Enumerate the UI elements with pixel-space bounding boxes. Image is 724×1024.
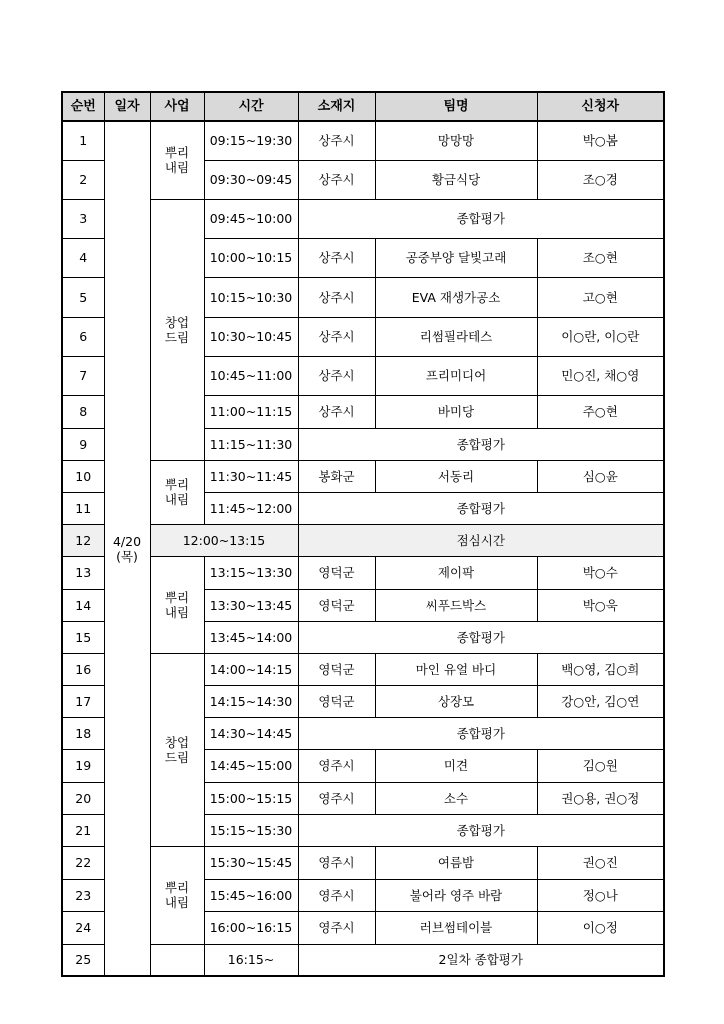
evaluation-cell: 종합평가 bbox=[298, 814, 664, 846]
applicant-cell: 조○경 bbox=[537, 160, 664, 199]
team-cell: 제이팍 bbox=[375, 556, 537, 589]
header-no: 순번 bbox=[62, 92, 104, 121]
time-cell: 09:15~19:30 bbox=[204, 121, 298, 160]
team-cell: 씨푸드박스 bbox=[375, 589, 537, 621]
time-cell: 11:15~11:30 bbox=[204, 428, 298, 460]
applicant-cell: 권○용, 권○정 bbox=[537, 782, 664, 814]
time-cell: 10:45~11:00 bbox=[204, 356, 298, 395]
location-cell: 영주시 bbox=[298, 782, 375, 814]
row-no: 10 bbox=[62, 460, 104, 492]
row-no: 25 bbox=[62, 944, 104, 976]
date-text: 4/20 (목) bbox=[112, 533, 142, 564]
team-cell: 프리미디어 bbox=[375, 356, 537, 395]
time-cell: 15:00~15:15 bbox=[204, 782, 298, 814]
row-no: 11 bbox=[62, 492, 104, 524]
location-cell: 영덕군 bbox=[298, 589, 375, 621]
location-cell: 영덕군 bbox=[298, 556, 375, 589]
location-cell: 상주시 bbox=[298, 277, 375, 317]
time-cell: 10:30~10:45 bbox=[204, 317, 298, 356]
evaluation-cell: 종합평가 bbox=[298, 199, 664, 238]
header-location: 소재지 bbox=[298, 92, 375, 121]
team-cell: 리썸필라테스 bbox=[375, 317, 537, 356]
row-no: 6 bbox=[62, 317, 104, 356]
team-cell: 황금식당 bbox=[375, 160, 537, 199]
row-no: 2 bbox=[62, 160, 104, 199]
table-row bbox=[62, 460, 664, 492]
table-row bbox=[62, 944, 664, 976]
time-cell: 10:15~10:30 bbox=[204, 277, 298, 317]
applicant-cell: 이○정 bbox=[537, 911, 664, 944]
row-no: 23 bbox=[62, 879, 104, 911]
header-team: 팀명 bbox=[375, 92, 537, 121]
row-no: 20 bbox=[62, 782, 104, 814]
row-no: 21 bbox=[62, 814, 104, 846]
time-cell: 14:30~14:45 bbox=[204, 717, 298, 749]
row-no: 7 bbox=[62, 356, 104, 395]
applicant-cell: 강○안, 김○연 bbox=[537, 685, 664, 717]
team-cell: 불어라 영주 바람 bbox=[375, 879, 537, 911]
evaluation-cell: 종합평가 bbox=[298, 428, 664, 460]
time-cell: 16:00~16:15 bbox=[204, 911, 298, 944]
team-cell: EVA 재생가공소 bbox=[375, 277, 537, 317]
time-cell: 13:15~13:30 bbox=[204, 556, 298, 589]
table-row bbox=[62, 653, 664, 685]
time-cell: 11:30~11:45 bbox=[204, 460, 298, 492]
lunch-cell: 점심시간 bbox=[298, 524, 664, 556]
evaluation-cell: 종합평가 bbox=[298, 717, 664, 749]
location-cell: 상주시 bbox=[298, 395, 375, 428]
row-no: 5 bbox=[62, 277, 104, 317]
applicant-cell: 조○현 bbox=[537, 238, 664, 277]
row-no: 3 bbox=[62, 199, 104, 238]
header-date: 일자 bbox=[104, 92, 150, 121]
row-no: 17 bbox=[62, 685, 104, 717]
business-cell: 뿌리 내림 bbox=[150, 556, 204, 653]
applicant-cell: 박○봄 bbox=[537, 121, 664, 160]
applicant-cell: 권○진 bbox=[537, 846, 664, 879]
table-row bbox=[62, 556, 664, 589]
team-cell: 여름밤 bbox=[375, 846, 537, 879]
location-cell: 상주시 bbox=[298, 238, 375, 277]
location-cell: 영주시 bbox=[298, 749, 375, 782]
time-cell: 14:00~14:15 bbox=[204, 653, 298, 685]
team-cell: 러브썸테이블 bbox=[375, 911, 537, 944]
team-cell: 서동리 bbox=[375, 460, 537, 492]
lunch-time-cell: 12:00~13:15 bbox=[150, 524, 298, 556]
business-cell: 뿌리 내림 bbox=[150, 846, 204, 944]
team-cell: 공중부양 달빛고래 bbox=[375, 238, 537, 277]
time-cell: 09:30~09:45 bbox=[204, 160, 298, 199]
evaluation-cell: 종합평가 bbox=[298, 621, 664, 653]
team-cell: 마인 유얼 바디 bbox=[375, 653, 537, 685]
evaluation-cell: 2일차 종합평가 bbox=[298, 944, 664, 976]
table-row bbox=[62, 846, 664, 879]
location-cell: 영덕군 bbox=[298, 685, 375, 717]
team-cell: 미견 bbox=[375, 749, 537, 782]
applicant-cell: 민○진, 채○영 bbox=[537, 356, 664, 395]
row-no: 15 bbox=[62, 621, 104, 653]
time-cell: 16:15~ bbox=[204, 944, 298, 976]
evaluation-cell: 종합평가 bbox=[298, 492, 664, 524]
time-cell: 13:30~13:45 bbox=[204, 589, 298, 621]
applicant-cell: 박○욱 bbox=[537, 589, 664, 621]
row-no: 24 bbox=[62, 911, 104, 944]
blank-business-cell bbox=[150, 944, 204, 976]
header-applicant: 신청자 bbox=[537, 92, 664, 121]
location-cell: 영주시 bbox=[298, 846, 375, 879]
time-cell: 15:15~15:30 bbox=[204, 814, 298, 846]
header-row bbox=[62, 92, 664, 121]
business-cell: 뿌리 내림 bbox=[150, 460, 204, 524]
team-cell: 바미당 bbox=[375, 395, 537, 428]
applicant-cell: 김○원 bbox=[537, 749, 664, 782]
team-cell: 망망망 bbox=[375, 121, 537, 160]
table-row bbox=[62, 199, 664, 238]
location-cell: 상주시 bbox=[298, 317, 375, 356]
location-cell: 상주시 bbox=[298, 160, 375, 199]
header-time: 시간 bbox=[204, 92, 298, 121]
row-no: 1 bbox=[62, 121, 104, 160]
time-cell: 11:00~11:15 bbox=[204, 395, 298, 428]
time-cell: 14:45~15:00 bbox=[204, 749, 298, 782]
applicant-cell: 박○수 bbox=[537, 556, 664, 589]
table-row bbox=[62, 121, 664, 160]
time-cell: 11:45~12:00 bbox=[204, 492, 298, 524]
location-cell: 영주시 bbox=[298, 911, 375, 944]
team-cell: 상장모 bbox=[375, 685, 537, 717]
applicant-cell: 심○윤 bbox=[537, 460, 664, 492]
date-cell bbox=[104, 121, 150, 976]
applicant-cell: 정○나 bbox=[537, 879, 664, 911]
row-no: 18 bbox=[62, 717, 104, 749]
location-cell: 봉화군 bbox=[298, 460, 375, 492]
business-cell: 창업 드림 bbox=[150, 199, 204, 460]
time-cell: 13:45~14:00 bbox=[204, 621, 298, 653]
location-cell: 영덕군 bbox=[298, 653, 375, 685]
schedule-table bbox=[61, 91, 665, 977]
row-no: 8 bbox=[62, 395, 104, 428]
time-cell: 15:45~16:00 bbox=[204, 879, 298, 911]
header-business: 사업 bbox=[150, 92, 204, 121]
applicant-cell: 주○현 bbox=[537, 395, 664, 428]
location-cell: 영주시 bbox=[298, 879, 375, 911]
row-no: 13 bbox=[62, 556, 104, 589]
time-cell: 09:45~10:00 bbox=[204, 199, 298, 238]
row-no: 9 bbox=[62, 428, 104, 460]
location-cell: 상주시 bbox=[298, 356, 375, 395]
time-cell: 15:30~15:45 bbox=[204, 846, 298, 879]
applicant-cell: 백○영, 김○희 bbox=[537, 653, 664, 685]
team-cell: 소수 bbox=[375, 782, 537, 814]
row-no: 19 bbox=[62, 749, 104, 782]
row-no: 16 bbox=[62, 653, 104, 685]
applicant-cell: 이○란, 이○란 bbox=[537, 317, 664, 356]
row-no: 12 bbox=[62, 524, 104, 556]
time-cell: 14:15~14:30 bbox=[204, 685, 298, 717]
row-no: 4 bbox=[62, 238, 104, 277]
time-cell: 10:00~10:15 bbox=[204, 238, 298, 277]
table-row bbox=[62, 524, 664, 556]
row-no: 14 bbox=[62, 589, 104, 621]
business-cell: 창업 드림 bbox=[150, 653, 204, 846]
business-cell: 뿌리 내림 bbox=[150, 121, 204, 199]
location-cell: 상주시 bbox=[298, 121, 375, 160]
row-no: 22 bbox=[62, 846, 104, 879]
applicant-cell: 고○현 bbox=[537, 277, 664, 317]
